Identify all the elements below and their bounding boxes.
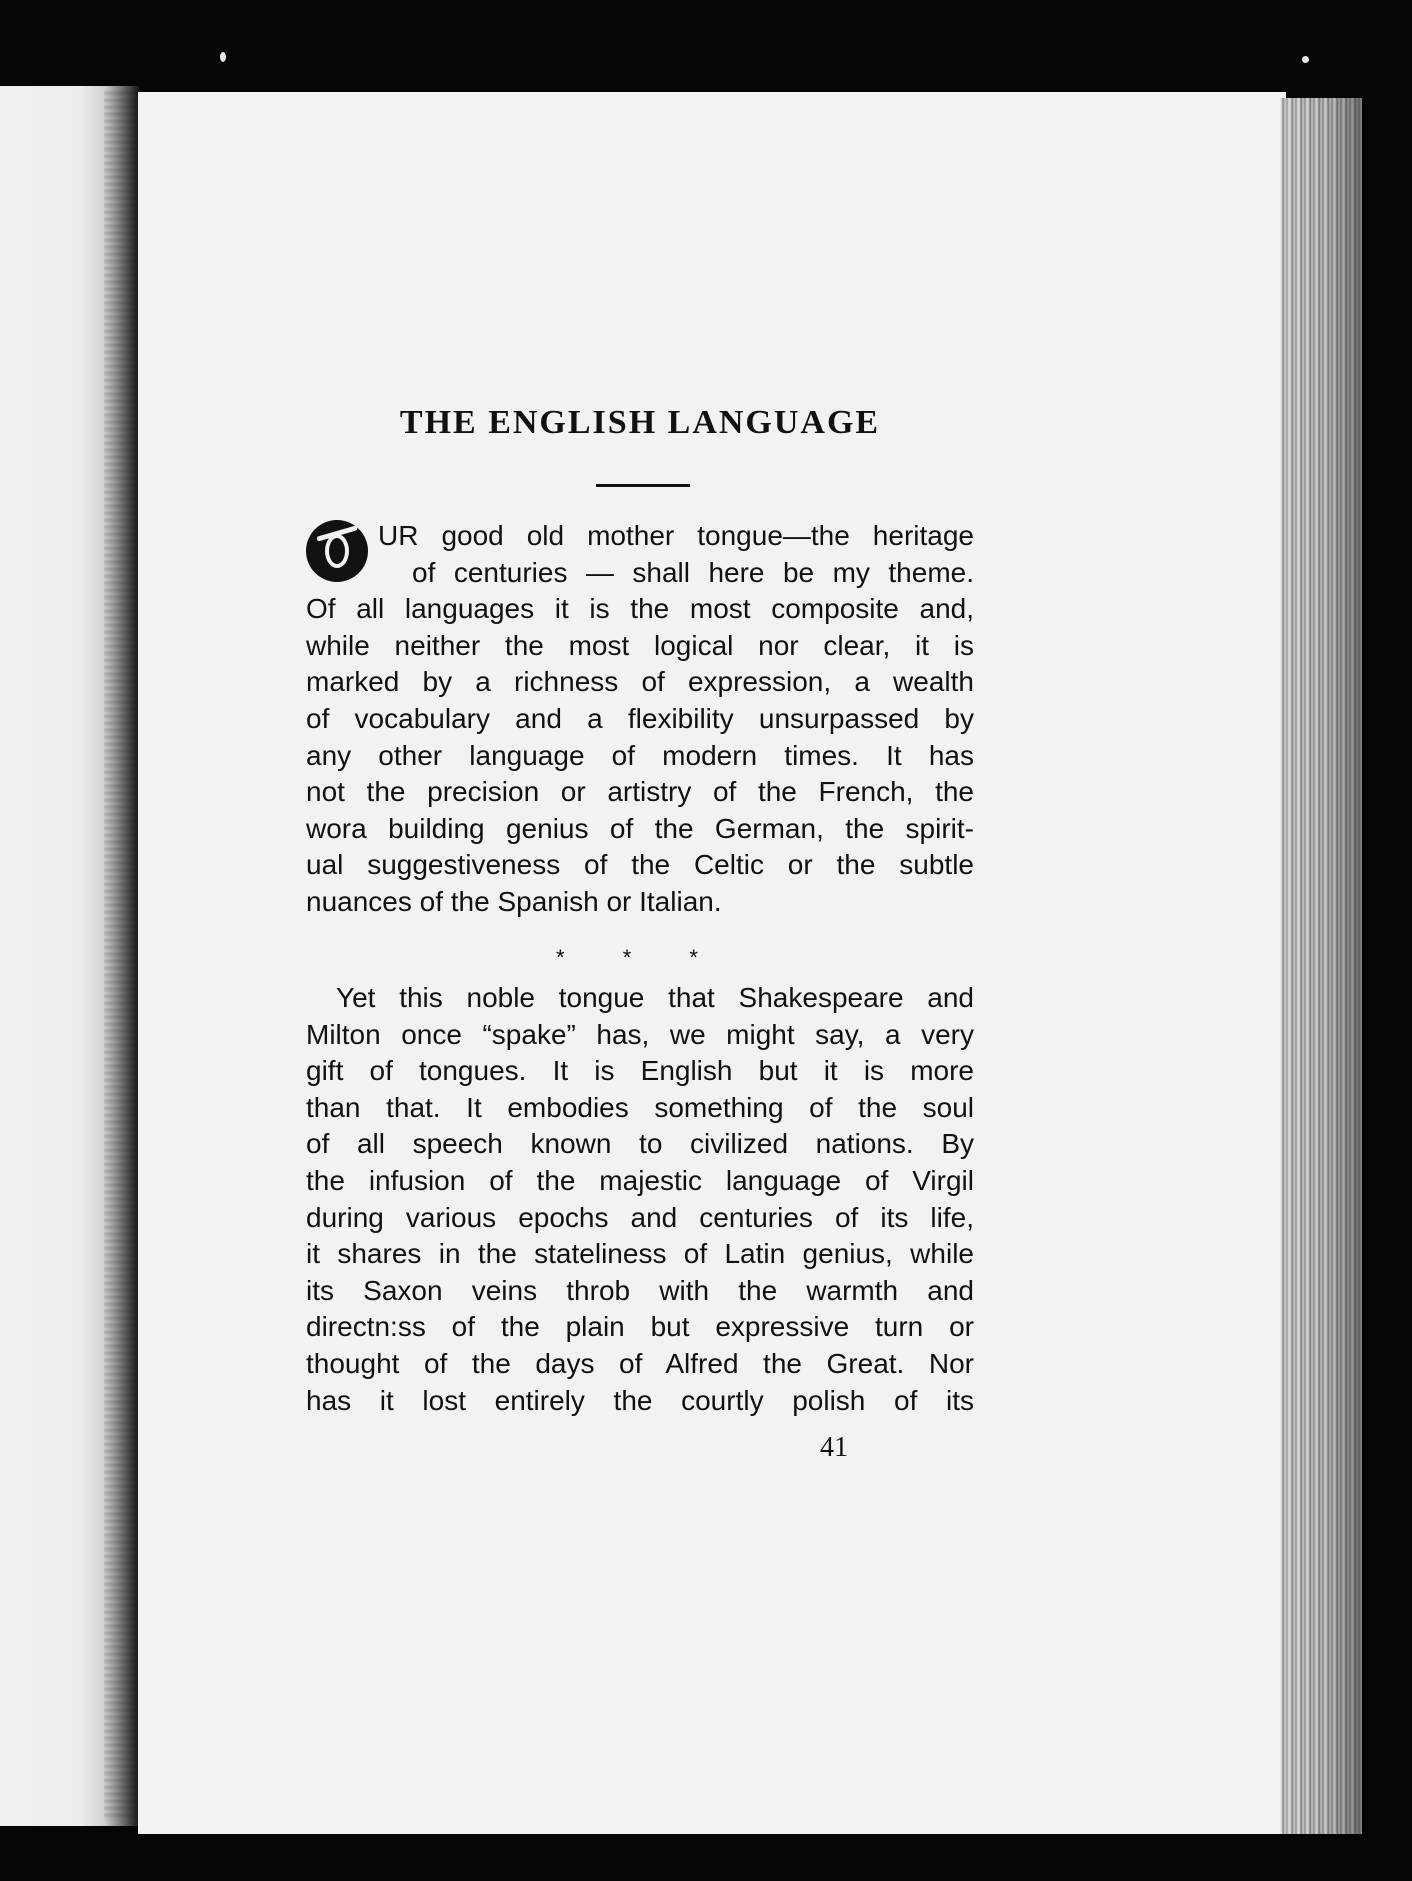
chapter-title: THE ENGLISH LANGUAGE <box>399 404 881 441</box>
title-rule <box>596 484 690 487</box>
dust-speck <box>220 52 226 62</box>
text-line: not the precision or artistry of the French, the <box>306 776 974 808</box>
text-line: while neither the most logical nor clear, it is <box>306 629 974 661</box>
text-line: any other language of modern times. It has <box>306 739 974 771</box>
text-line: gift of tongues. It is English but it is more <box>306 1055 974 1087</box>
paragraph-1 <box>306 518 974 921</box>
text-line: has it lost entirely the courtly polish of its <box>306 1384 974 1416</box>
text-line: UR good old mother tongue—the heritage <box>378 520 974 551</box>
text-line: nuances of the Spanish or Italian. <box>306 885 722 917</box>
gutter-shadow <box>104 90 140 1820</box>
page-stack-edge <box>1280 98 1362 1834</box>
text-line: than that. It embodies something of the soul <box>306 1091 974 1123</box>
text-line: thought of the days of Alfred the Great. Nor <box>306 1347 974 1379</box>
text-line: worа building genius of the German, the spirit- <box>306 812 974 844</box>
text-line: directn:ss of the plain but expressive turn or <box>306 1311 974 1343</box>
text-line: marked by a richness of expression, a wealth <box>306 666 974 698</box>
text-line: of centuries — shall here be my theme. <box>412 556 974 588</box>
text-line: the infusion of the majestic language of Virgil <box>306 1164 974 1196</box>
text-line: during various epochs and centuries of its life, <box>306 1201 974 1233</box>
section-separator: * * * <box>556 945 724 970</box>
text-line: Yet this noble tongue that Shakespeare and <box>336 982 974 1013</box>
text-line: it shares in the stateliness of Latin genius, while <box>306 1238 974 1270</box>
text-line: its Saxon veins throb with the warmth and <box>306 1274 974 1306</box>
paragraph-2 <box>306 980 974 1419</box>
text-line: Milton once “spake” has, we might say, a very <box>306 1018 974 1050</box>
text-line: ual suggestiveness of the Celtic or the subtle <box>306 849 974 881</box>
dust-speck <box>1302 56 1309 63</box>
text-line: of all speech known to civilized nations. By <box>306 1128 974 1160</box>
page-number: 41 <box>820 1432 848 1463</box>
text-line: of vocabulary and a flexibility unsurpassed by <box>306 702 974 734</box>
text-line: Of all languages it is the most composite and, <box>306 593 974 625</box>
